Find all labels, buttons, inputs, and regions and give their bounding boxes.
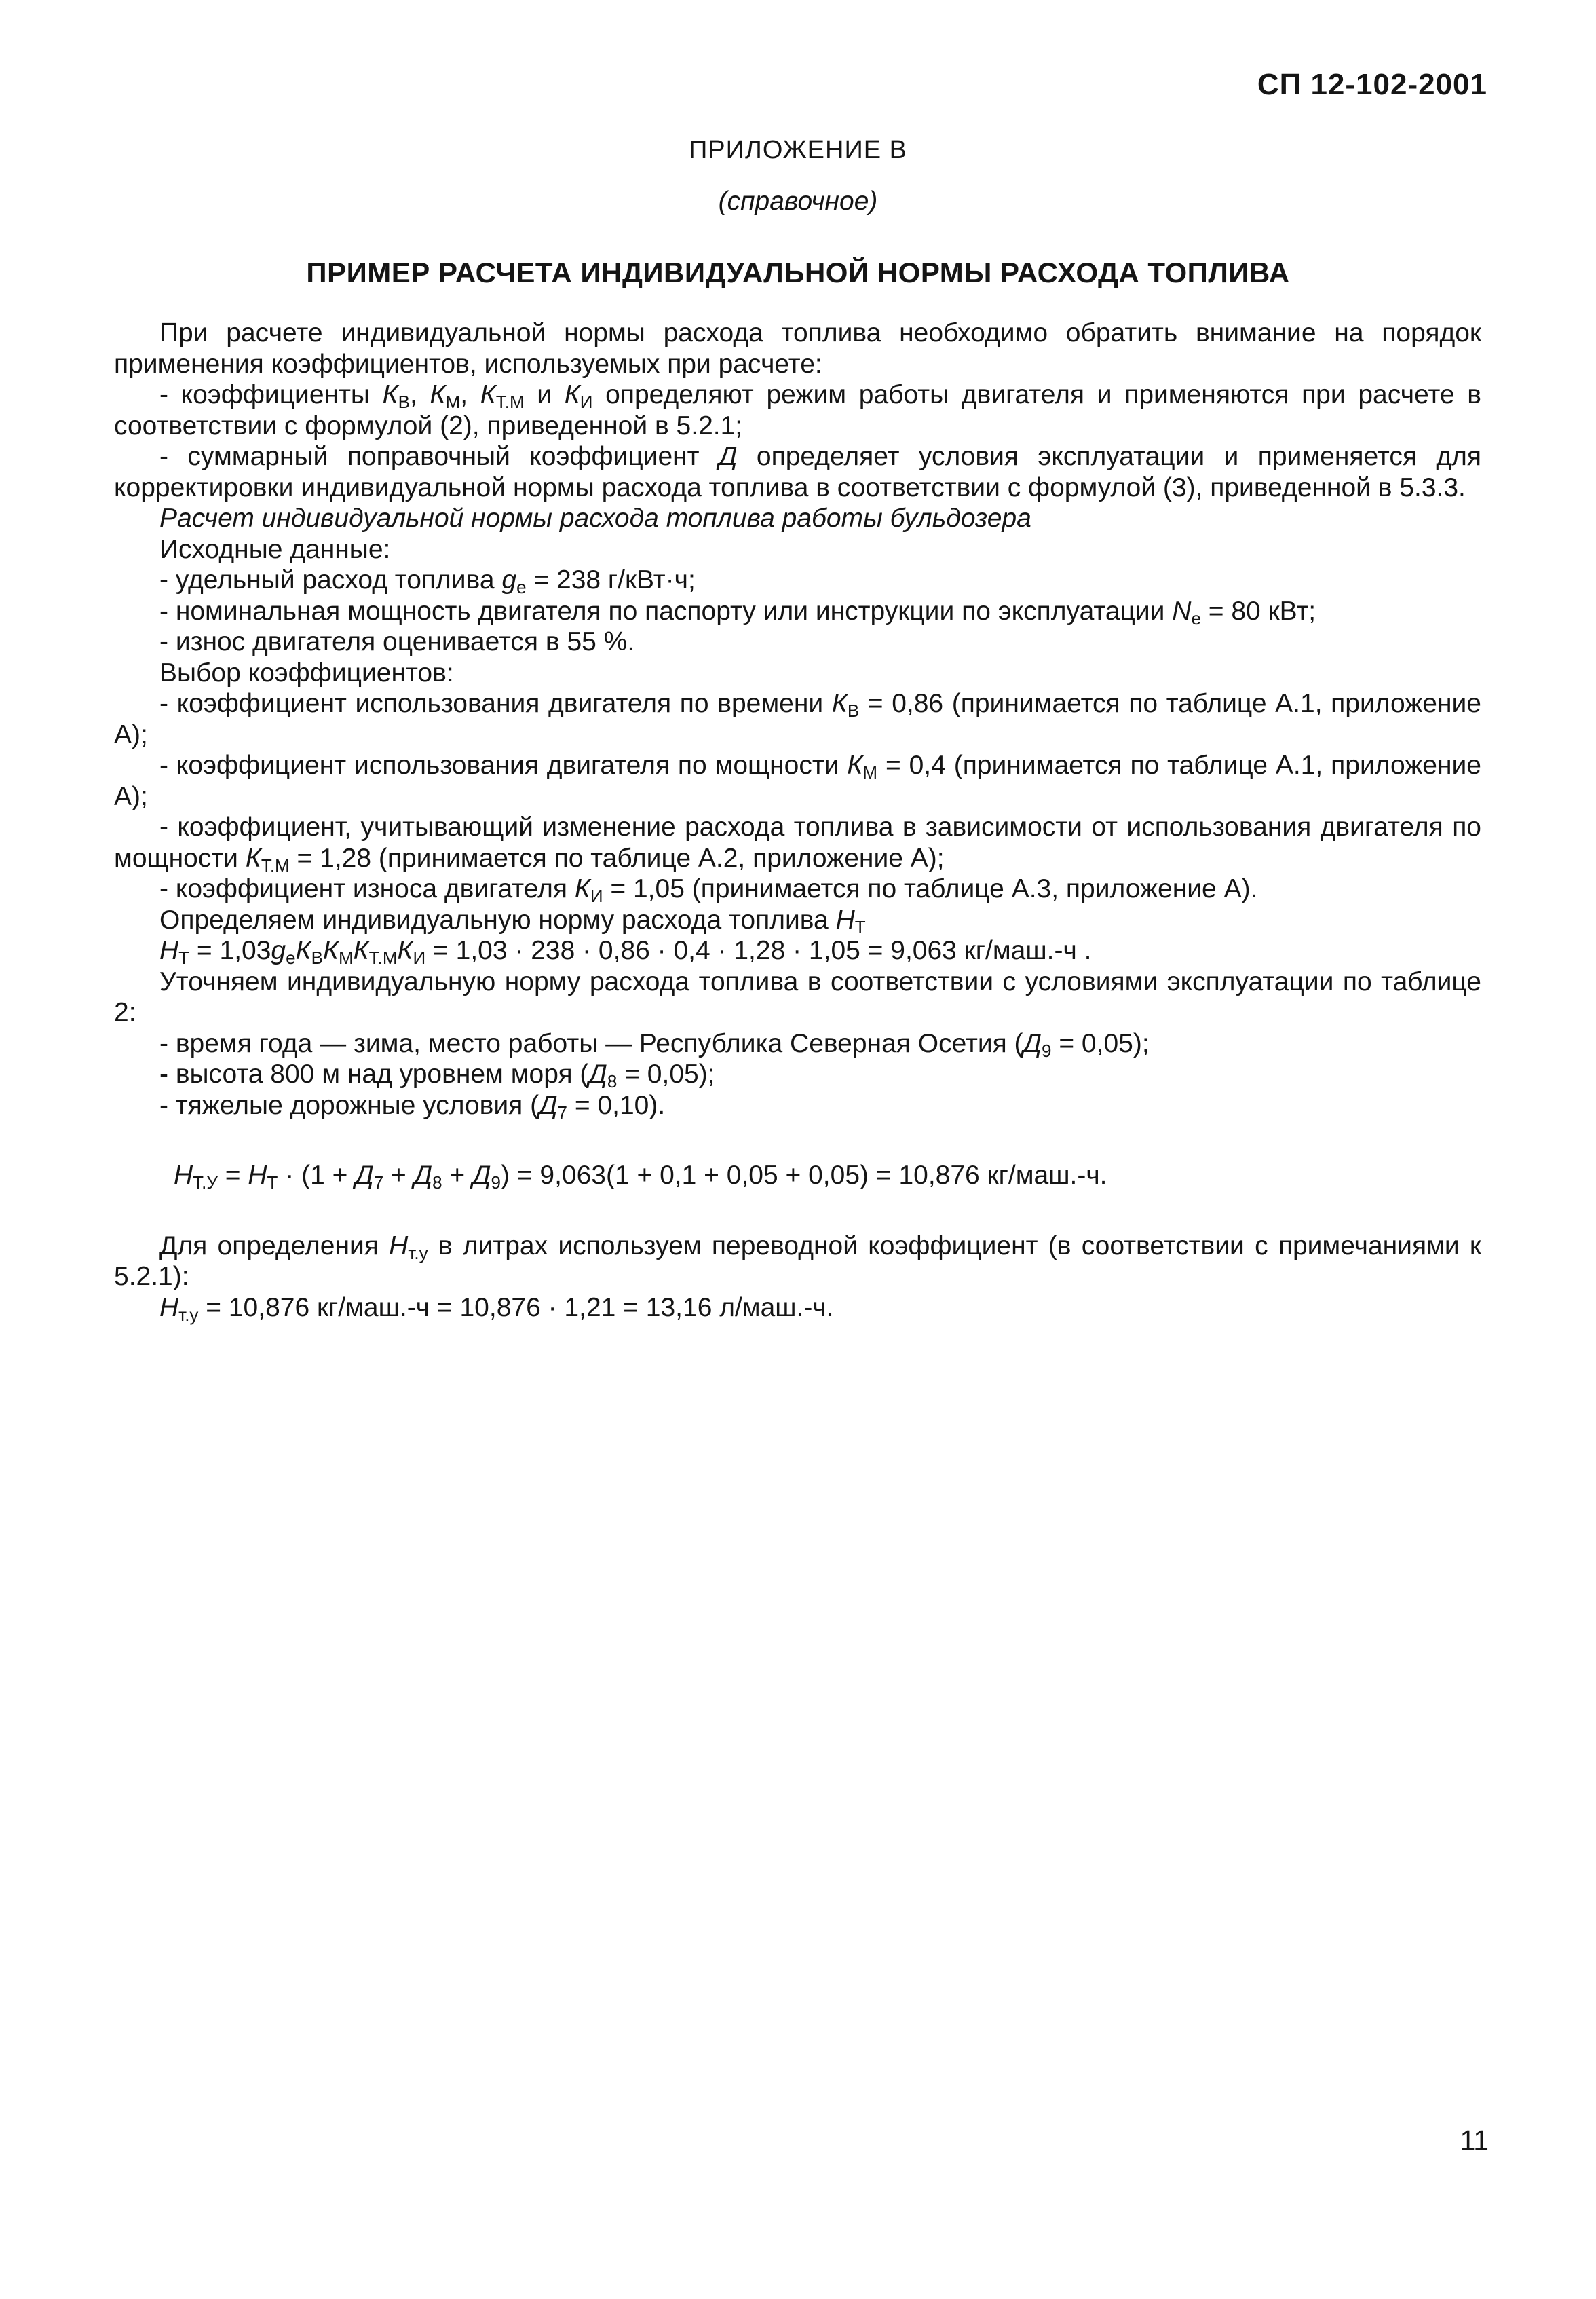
coefficient-wear: - коэффициент износа двигателя $К_И = 1,05$ (принимается по таблице А.3, приложение А). (159, 874, 1258, 906)
coefficient-power: - коэффициент использования двигателя по мощности $К_М = 0,4$ (принимается по таблице А.1, приложение А); (114, 751, 1481, 811)
condition-road: - тяжелые дорожные условия $(Д_7 = 0,10)$. (159, 1090, 666, 1123)
norm-calculation: $Н_Т = 1,03g_еК_ВК_МК_{Т.М}К_И = 1,03 \cdot 238 \cdot 0,86 \cdot 0,4 \cdot 1,28 \cdot 1,05 = 9,063$ кг/маш.-ч . (159, 936, 1092, 968)
refine-paragraph: Уточняем индивидуальную норму расхода топлива в соответствии с условиями эксплуатации по таблице 2: (114, 967, 1481, 1027)
page-number: 11 (1460, 2125, 1489, 2156)
intro-paragraph: При расчете индивидуальной нормы расхода топлива необходимо обратить внимание на порядок применения коэффициентов, используемых при расчете: (114, 318, 1481, 379)
document-body (114, 318, 1481, 1323)
coefficient-fuel-change: - коэффициент, учитывающий изменение расхода топлива в зависимости от использования двигателя по мощности $К_{Т.М} = 1,28$ (принимается по таблице А.2, приложение А); (114, 812, 1481, 876)
condition-season: - время года — зима, место работы — Республика Северная Осетия $(Д_9 = 0,05)$; (159, 1028, 1150, 1061)
intro-bullet-mode-coefficients: - коэффициенты $К_В$, $К_М$, $К_{Т.М}$ и $К_И$ определяют режим работы двигателя и применяются при расчете в соответствии с формулой (2), приведенной в 5.2.1; (114, 380, 1482, 441)
example-heading: Расчет индивидуальной нормы расхода топлива работы бульдозера (159, 504, 1031, 533)
document-code: СП 12-102-2001 (1257, 68, 1487, 101)
coefficients-heading: Выбор коэффициентов: (159, 658, 454, 688)
annex-label: ПРИЛОЖЕНИЕ В (688, 136, 908, 164)
input-data-heading: Исходные данные: (159, 534, 391, 564)
liters-conversion-paragraph: Для определения $Н_{т.у}$ в литрах используем переводной коэффициент (в соответствии с примечаниями к 5.2.1): (114, 1231, 1481, 1291)
input-specific-consumption: - удельный расход топлива $g_е = 238$ г/кВт·ч; (159, 565, 696, 597)
coefficient-time: - коэффициент использования двигателя по времени $К_В = 0,86$ (принимается по таблице А.1, приложение А); (114, 689, 1482, 749)
input-engine-power: - номинальная мощность двигателя по паспорту или инструкции по эксплуатации $N_е = 80$ кВт; (159, 596, 1316, 629)
adjusted-norm-formula: $Н_{Т.У} = Н_Т \cdot (1 + Д_7 + Д_8 + Д_9) = 9,063(1 + 0,1 + 0,05 + 0,05) = 10,876$ кг/маш.-ч. (174, 1161, 1107, 1193)
section-title: ПРИМЕР РАСЧЕТА ИНДИВИДУАЛЬНОЙ НОРМЫ РАСХОДА ТОПЛИВА (306, 257, 1290, 288)
annex-type: (справочное) (718, 187, 878, 216)
determine-norm: Определяем индивидуальную норму расхода топлива $Н_Т$ (159, 905, 866, 937)
input-engine-wear: - износ двигателя оценивается в 55 %. (159, 627, 635, 656)
intro-bullet-total-coefficient: - суммарный поправочный коэффициент Д определяет условия эксплуатации и применяется для корректировки индивидуальной нормы расхода топлива в соответствии с формулой (3), приведенной в 5.3.3. (114, 442, 1482, 502)
condition-altitude: - высота 800 м над уровнем моря $(Д_8 = 0,05)$; (159, 1060, 715, 1091)
liters-result: $Н_{т.у} = 10,876$ кг/маш.-ч = 10,876 · 1,21 = 13,16 л/маш.-ч. (159, 1292, 834, 1325)
